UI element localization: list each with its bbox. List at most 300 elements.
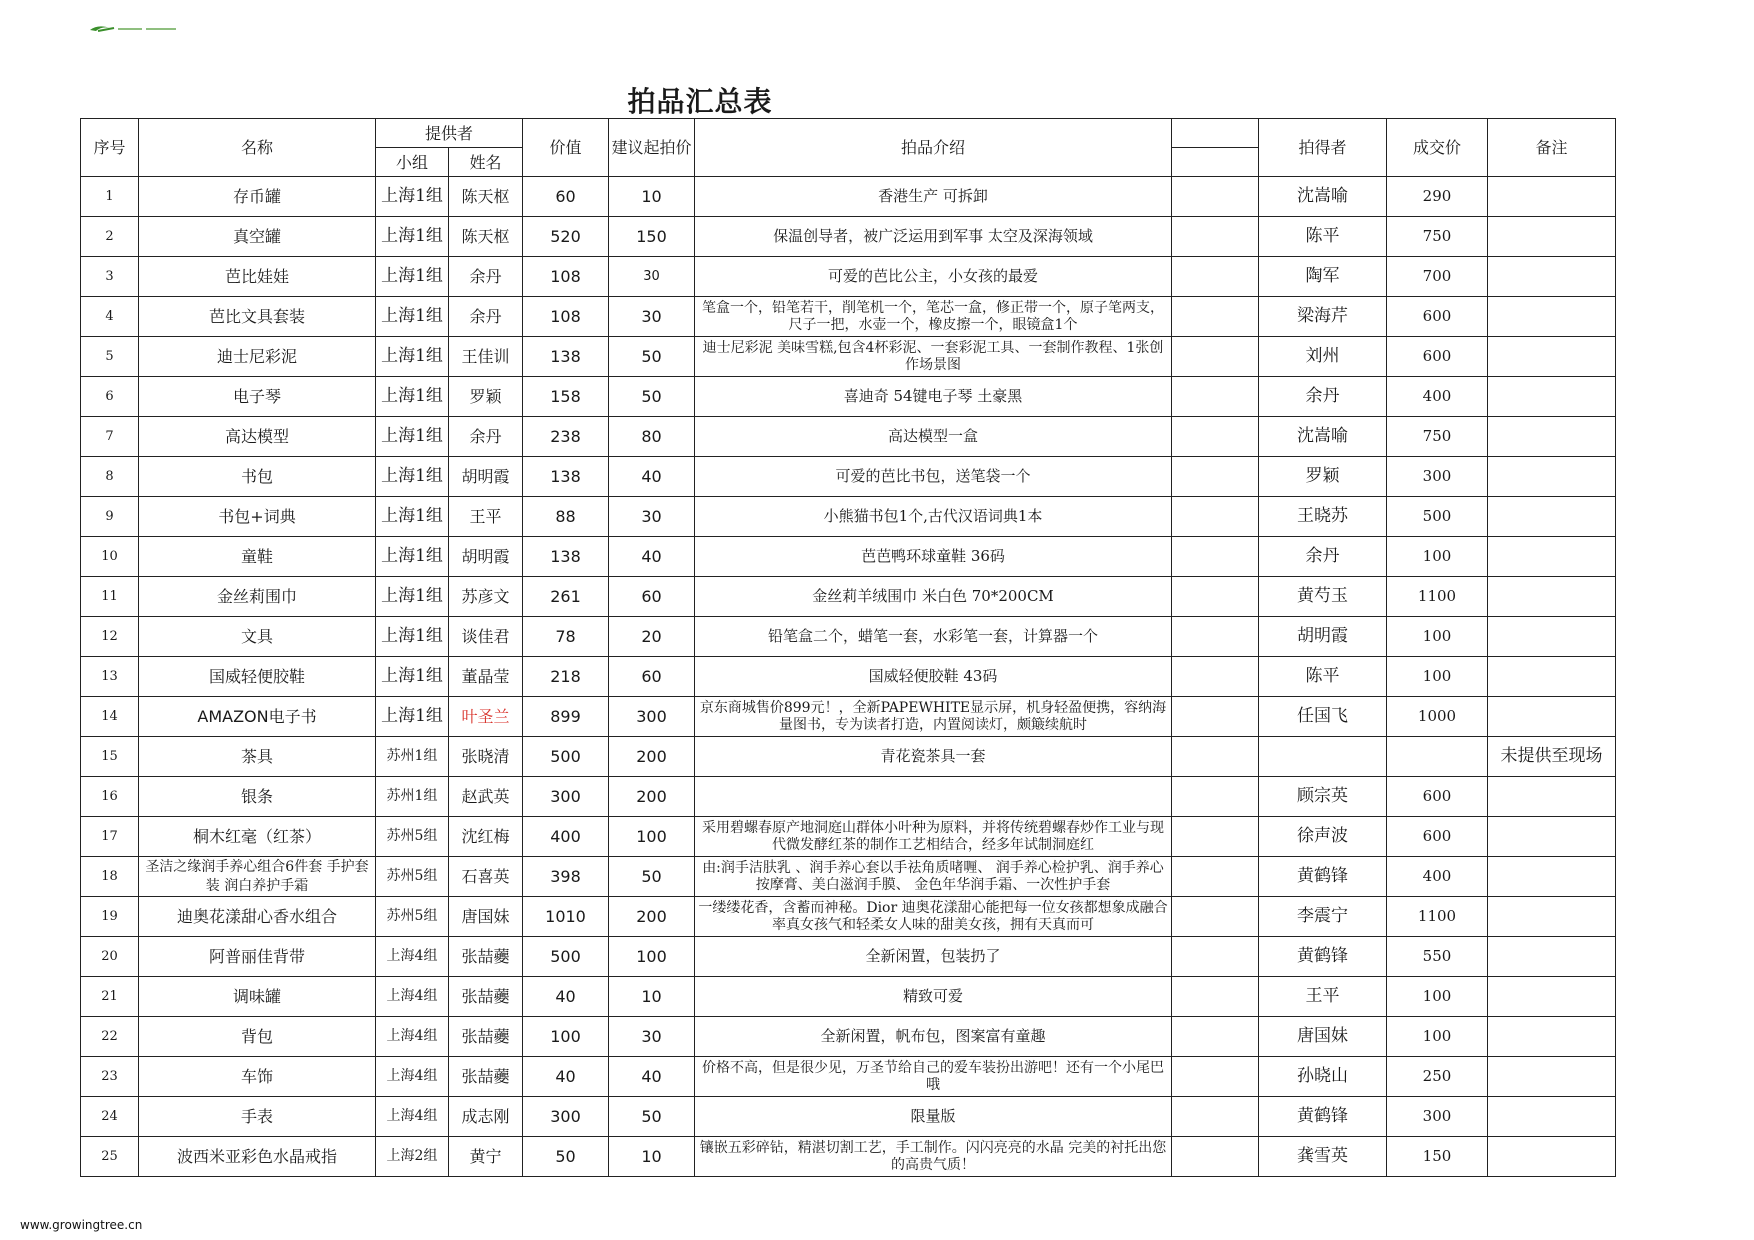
cell-intro: 笔盒一个，铅笔若干，削笔机一个，笔芯一盒，修正带一个，原子笔两支，尺子一把，水壶一个，橡皮擦一个，眼镜盒1个	[695, 297, 1172, 337]
cell-deal-price: 1000	[1387, 697, 1488, 737]
cell-name: 童鞋	[139, 537, 376, 577]
cell-person: 张喆虁	[449, 1057, 523, 1097]
cell-remark	[1488, 1057, 1616, 1097]
cell-blank	[1172, 1017, 1259, 1057]
cell-remark	[1488, 697, 1616, 737]
cell-group: 上海1组	[376, 537, 449, 577]
cell-intro: 迪士尼彩泥 美味雪糕,包含4杯彩泥、一套彩泥工具、一套制作教程、1张创作场景图	[695, 337, 1172, 377]
cell-group: 上海1组	[376, 297, 449, 337]
cell-intro: 精致可爱	[695, 977, 1172, 1017]
cell-no: 14	[81, 697, 139, 737]
cell-winner: 梁海芹	[1259, 297, 1387, 337]
cell-start-price: 50	[609, 857, 695, 897]
cell-start-price: 10	[609, 177, 695, 217]
cell-value: 78	[523, 617, 609, 657]
cell-intro: 喜迪奇 54键电子琴 土豪黑	[695, 377, 1172, 417]
col-header-blank-bottom	[1172, 148, 1259, 177]
table-row	[81, 337, 1616, 377]
cell-start-price: 60	[609, 577, 695, 617]
cell-intro: 可爱的芭比公主，小女孩的最爱	[695, 257, 1172, 297]
cell-blank	[1172, 937, 1259, 977]
col-header-no: 序号	[81, 119, 139, 177]
cell-group: 苏州5组	[376, 817, 449, 857]
cell-no: 3	[81, 257, 139, 297]
cell-blank	[1172, 537, 1259, 577]
cell-value: 158	[523, 377, 609, 417]
cell-start-price: 50	[609, 1097, 695, 1137]
cell-winner: 龚雪英	[1259, 1137, 1387, 1177]
cell-group: 苏州5组	[376, 857, 449, 897]
cell-person: 叶圣兰	[449, 697, 523, 737]
cell-value: 1010	[523, 897, 609, 937]
cell-deal-price: 500	[1387, 497, 1488, 537]
col-header-provider: 提供者	[376, 119, 523, 148]
cell-group: 上海1组	[376, 457, 449, 497]
cell-group: 上海4组	[376, 937, 449, 977]
cell-remark	[1488, 1097, 1616, 1137]
cell-remark	[1488, 1137, 1616, 1177]
table-row	[81, 897, 1616, 937]
cell-blank	[1172, 857, 1259, 897]
cell-winner: 胡明霞	[1259, 617, 1387, 657]
cell-start-price: 30	[609, 257, 695, 297]
cell-deal-price: 750	[1387, 417, 1488, 457]
cell-intro: 保温创导者，被广泛运用到军事 太空及深海领域	[695, 217, 1172, 257]
cell-deal-price: 300	[1387, 1097, 1488, 1137]
cell-no: 8	[81, 457, 139, 497]
cell-blank	[1172, 217, 1259, 257]
cell-name: AMAZON电子书	[139, 697, 376, 737]
cell-no: 13	[81, 657, 139, 697]
cell-winner: 余丹	[1259, 377, 1387, 417]
cell-start-price: 300	[609, 697, 695, 737]
col-header-start-price: 建议起拍价	[609, 119, 695, 177]
cell-person: 胡明霞	[449, 457, 523, 497]
cell-person: 罗颖	[449, 377, 523, 417]
cell-group: 苏州1组	[376, 737, 449, 777]
cell-value: 899	[523, 697, 609, 737]
cell-group: 上海1组	[376, 377, 449, 417]
cell-deal-price: 250	[1387, 1057, 1488, 1097]
col-header-group: 小组	[376, 148, 449, 177]
cell-group: 上海1组	[376, 257, 449, 297]
cell-no: 15	[81, 737, 139, 777]
cell-no: 2	[81, 217, 139, 257]
cell-no: 4	[81, 297, 139, 337]
cell-name: 文具	[139, 617, 376, 657]
cell-name: 银条	[139, 777, 376, 817]
cell-no: 24	[81, 1097, 139, 1137]
cell-name: 高达模型	[139, 417, 376, 457]
cell-value: 398	[523, 857, 609, 897]
cell-no: 10	[81, 537, 139, 577]
cell-name: 背包	[139, 1017, 376, 1057]
cell-value: 520	[523, 217, 609, 257]
cell-winner	[1259, 737, 1387, 777]
cell-blank	[1172, 977, 1259, 1017]
cell-deal-price: 100	[1387, 657, 1488, 697]
cell-group: 上海1组	[376, 497, 449, 537]
cell-value: 500	[523, 937, 609, 977]
table-row	[81, 577, 1616, 617]
cell-intro: 由:润手洁肤乳 、润手养心套以手祛角质啫喱、 润手养心检护乳、润手养心按摩膏、美白滋润手膜、 金色年华润手霜、一次性护手套	[695, 857, 1172, 897]
table-row	[81, 657, 1616, 697]
cell-remark	[1488, 217, 1616, 257]
cell-remark: 未提供至现场	[1488, 737, 1616, 777]
cell-winner: 李震宁	[1259, 897, 1387, 937]
cell-person: 王佳训	[449, 337, 523, 377]
cell-intro: 青花瓷茶具一套	[695, 737, 1172, 777]
cell-name: 调味罐	[139, 977, 376, 1017]
cell-winner: 顾宗英	[1259, 777, 1387, 817]
col-header-deal-price: 成交价	[1387, 119, 1488, 177]
cell-name: 手表	[139, 1097, 376, 1137]
cell-value: 40	[523, 1057, 609, 1097]
cell-name: 茶具	[139, 737, 376, 777]
cell-winner: 罗颖	[1259, 457, 1387, 497]
cell-remark	[1488, 1017, 1616, 1057]
cell-name: 圣洁之缘润手养心组合6件套 手护套装 润白养护手霜	[139, 857, 376, 897]
table-row	[81, 457, 1616, 497]
cell-person: 沈红梅	[449, 817, 523, 857]
col-header-winner: 拍得者	[1259, 119, 1387, 177]
cell-value: 88	[523, 497, 609, 537]
cell-winner: 陈平	[1259, 217, 1387, 257]
cell-person: 黄宁	[449, 1137, 523, 1177]
cell-group: 上海2组	[376, 1137, 449, 1177]
cell-winner: 孙晓山	[1259, 1057, 1387, 1097]
cell-winner: 沈嵩喻	[1259, 417, 1387, 457]
table-row	[81, 257, 1616, 297]
cell-name: 芭比文具套装	[139, 297, 376, 337]
cell-remark	[1488, 377, 1616, 417]
cell-deal-price: 100	[1387, 537, 1488, 577]
col-header-intro: 拍品介绍	[695, 119, 1172, 177]
cell-value: 138	[523, 337, 609, 377]
table-row	[81, 977, 1616, 1017]
cell-intro: 铅笔盒二个，蜡笔一套，水彩笔一套，计算器一个	[695, 617, 1172, 657]
cell-winner: 徐声波	[1259, 817, 1387, 857]
cell-blank	[1172, 377, 1259, 417]
table-row	[81, 297, 1616, 337]
cell-group: 上海1组	[376, 577, 449, 617]
table-row	[81, 857, 1616, 897]
table-row	[81, 417, 1616, 457]
cell-blank	[1172, 657, 1259, 697]
cell-remark	[1488, 937, 1616, 977]
cell-deal-price: 600	[1387, 297, 1488, 337]
cell-intro: 采用碧螺春原产地洞庭山群体小叶种为原料，并将传统碧螺春炒作工业与现代微发酵红茶的制作工艺相结合，经多年试制洞庭红	[695, 817, 1172, 857]
cell-blank	[1172, 337, 1259, 377]
cell-value: 261	[523, 577, 609, 617]
cell-group: 苏州5组	[376, 897, 449, 937]
cell-deal-price: 750	[1387, 217, 1488, 257]
cell-group: 上海1组	[376, 217, 449, 257]
cell-deal-price: 100	[1387, 977, 1488, 1017]
cell-deal-price: 400	[1387, 377, 1488, 417]
cell-person: 谈佳君	[449, 617, 523, 657]
cell-winner: 黄鹤锋	[1259, 1097, 1387, 1137]
table-row	[81, 177, 1616, 217]
col-header-name: 名称	[139, 119, 376, 177]
cell-winner: 王平	[1259, 977, 1387, 1017]
cell-name: 波西米亚彩色水晶戒指	[139, 1137, 376, 1177]
cell-person: 张喆虁	[449, 977, 523, 1017]
cell-value: 108	[523, 297, 609, 337]
cell-intro: 一缕缕花香，含蓄而神秘。Dior 迪奥花漾甜心能把每一位女孩都想象成融合率真女孩气和轻柔女人味的甜美女孩，拥有天真而可	[695, 897, 1172, 937]
cell-group: 上海1组	[376, 657, 449, 697]
cell-person: 余丹	[449, 297, 523, 337]
table-row	[81, 1097, 1616, 1137]
cell-start-price: 50	[609, 337, 695, 377]
cell-deal-price: 700	[1387, 257, 1488, 297]
cell-deal-price: 400	[1387, 857, 1488, 897]
cell-deal-price: 300	[1387, 457, 1488, 497]
cell-name: 阿普丽佳背带	[139, 937, 376, 977]
cell-no: 6	[81, 377, 139, 417]
cell-person: 张喆虁	[449, 1017, 523, 1057]
cell-no: 19	[81, 897, 139, 937]
cell-person: 张喆虁	[449, 937, 523, 977]
cell-blank	[1172, 697, 1259, 737]
cell-blank	[1172, 1137, 1259, 1177]
cell-person: 余丹	[449, 417, 523, 457]
cell-intro	[695, 777, 1172, 817]
cell-person: 赵武英	[449, 777, 523, 817]
cell-value: 100	[523, 1017, 609, 1057]
cell-remark	[1488, 657, 1616, 697]
cell-group: 上海1组	[376, 417, 449, 457]
cell-name: 书包	[139, 457, 376, 497]
cell-remark	[1488, 337, 1616, 377]
cell-name: 真空罐	[139, 217, 376, 257]
cell-remark	[1488, 497, 1616, 537]
cell-start-price: 30	[609, 497, 695, 537]
cell-start-price: 40	[609, 1057, 695, 1097]
cell-intro: 京东商城售价899元！，全新PAPEWHITE显示屏，机身轻盈便携，容纳海量图书，专为读者打造，内置阅读灯，颇簸续航时	[695, 697, 1172, 737]
cell-group: 上海1组	[376, 697, 449, 737]
table-row	[81, 497, 1616, 537]
cell-start-price: 40	[609, 457, 695, 497]
cell-value: 500	[523, 737, 609, 777]
cell-intro: 金丝莉羊绒围巾 米白色 70*200CM	[695, 577, 1172, 617]
cell-winner: 余丹	[1259, 537, 1387, 577]
cell-person: 唐国妹	[449, 897, 523, 937]
col-header-person: 姓名	[449, 148, 523, 177]
cell-start-price: 10	[609, 977, 695, 1017]
cell-name: 迪士尼彩泥	[139, 337, 376, 377]
cell-person: 陈天枢	[449, 217, 523, 257]
cell-intro: 香港生产 可拆卸	[695, 177, 1172, 217]
cell-winner: 唐国妹	[1259, 1017, 1387, 1057]
table-row	[81, 1057, 1616, 1097]
col-header-value: 价值	[523, 119, 609, 177]
cell-intro: 价格不高，但是很少见，万圣节给自己的爱车装扮出游吧！还有一个小尾巴哦	[695, 1057, 1172, 1097]
cell-group: 上海1组	[376, 337, 449, 377]
cell-deal-price: 100	[1387, 617, 1488, 657]
cell-no: 18	[81, 857, 139, 897]
cell-start-price: 80	[609, 417, 695, 457]
cell-blank	[1172, 297, 1259, 337]
growingtree-logo	[88, 22, 188, 36]
cell-blank	[1172, 497, 1259, 537]
cell-person: 董晶莹	[449, 657, 523, 697]
cell-deal-price: 550	[1387, 937, 1488, 977]
cell-start-price: 200	[609, 897, 695, 937]
cell-name: 存币罐	[139, 177, 376, 217]
cell-winner: 陈平	[1259, 657, 1387, 697]
cell-blank	[1172, 737, 1259, 777]
cell-deal-price: 290	[1387, 177, 1488, 217]
cell-name: 国威轻便胶鞋	[139, 657, 376, 697]
cell-intro: 全新闲置，包装扔了	[695, 937, 1172, 977]
table-row	[81, 217, 1616, 257]
cell-group: 上海1组	[376, 617, 449, 657]
cell-remark	[1488, 977, 1616, 1017]
table-row	[81, 737, 1616, 777]
cell-person: 余丹	[449, 257, 523, 297]
cell-blank	[1172, 457, 1259, 497]
table-row	[81, 377, 1616, 417]
cell-deal-price: 600	[1387, 337, 1488, 377]
cell-deal-price: 150	[1387, 1137, 1488, 1177]
cell-intro: 小熊猫书包1个,古代汉语词典1本	[695, 497, 1172, 537]
cell-no: 11	[81, 577, 139, 617]
cell-remark	[1488, 777, 1616, 817]
cell-start-price: 50	[609, 377, 695, 417]
cell-winner: 王晓苏	[1259, 497, 1387, 537]
cell-winner: 沈嵩喻	[1259, 177, 1387, 217]
cell-no: 21	[81, 977, 139, 1017]
cell-blank	[1172, 177, 1259, 217]
cell-value: 218	[523, 657, 609, 697]
cell-blank	[1172, 417, 1259, 457]
cell-remark	[1488, 417, 1616, 457]
cell-intro: 全新闲置，帆布包，图案富有童趣	[695, 1017, 1172, 1057]
cell-value: 300	[523, 777, 609, 817]
cell-remark	[1488, 817, 1616, 857]
cell-value: 40	[523, 977, 609, 1017]
col-header-remark: 备注	[1488, 119, 1616, 177]
cell-no: 25	[81, 1137, 139, 1177]
cell-blank	[1172, 1097, 1259, 1137]
cell-start-price: 10	[609, 1137, 695, 1177]
cell-start-price: 200	[609, 777, 695, 817]
table-row	[81, 617, 1616, 657]
cell-group: 上海4组	[376, 1057, 449, 1097]
cell-intro: 高达模型一盒	[695, 417, 1172, 457]
cell-intro: 国威轻便胶鞋 43码	[695, 657, 1172, 697]
auction-summary-table	[80, 118, 1616, 1177]
cell-remark	[1488, 857, 1616, 897]
cell-winner: 黄鹤锋	[1259, 857, 1387, 897]
cell-blank	[1172, 777, 1259, 817]
cell-winner: 黄鹤锋	[1259, 937, 1387, 977]
table-row	[81, 1137, 1616, 1177]
cell-group: 苏州1组	[376, 777, 449, 817]
cell-remark	[1488, 257, 1616, 297]
cell-deal-price: 1100	[1387, 577, 1488, 617]
cell-start-price: 30	[609, 1017, 695, 1057]
cell-intro: 芭芭鸭环球童鞋 36码	[695, 537, 1172, 577]
cell-group: 上海4组	[376, 1097, 449, 1137]
cell-winner: 黄芍玉	[1259, 577, 1387, 617]
table-row	[81, 697, 1616, 737]
cell-blank	[1172, 577, 1259, 617]
cell-value: 60	[523, 177, 609, 217]
cell-person: 王平	[449, 497, 523, 537]
cell-start-price: 30	[609, 297, 695, 337]
cell-remark	[1488, 897, 1616, 937]
cell-no: 16	[81, 777, 139, 817]
cell-person: 陈天枢	[449, 177, 523, 217]
table-row	[81, 1017, 1616, 1057]
cell-deal-price: 600	[1387, 777, 1488, 817]
table-row	[81, 777, 1616, 817]
cell-start-price: 60	[609, 657, 695, 697]
cell-start-price: 40	[609, 537, 695, 577]
cell-blank	[1172, 817, 1259, 857]
cell-winner: 任国飞	[1259, 697, 1387, 737]
cell-name: 书包+词典	[139, 497, 376, 537]
cell-start-price: 100	[609, 817, 695, 857]
cell-no: 7	[81, 417, 139, 457]
cell-deal-price	[1387, 737, 1488, 777]
cell-name: 芭比娃娃	[139, 257, 376, 297]
cell-winner: 陶军	[1259, 257, 1387, 297]
header-row-1	[81, 119, 1616, 148]
cell-value: 138	[523, 537, 609, 577]
cell-group: 上海4组	[376, 1017, 449, 1057]
cell-start-price: 100	[609, 937, 695, 977]
cell-value: 238	[523, 417, 609, 457]
cell-intro: 限量版	[695, 1097, 1172, 1137]
cell-start-price: 150	[609, 217, 695, 257]
cell-no: 17	[81, 817, 139, 857]
cell-intro: 可爱的芭比书包，送笔袋一个	[695, 457, 1172, 497]
footer-site: www.growingtree.cn	[20, 1218, 143, 1232]
cell-no: 9	[81, 497, 139, 537]
cell-no: 5	[81, 337, 139, 377]
cell-value: 108	[523, 257, 609, 297]
cell-person: 成志刚	[449, 1097, 523, 1137]
cell-group: 上海1组	[376, 177, 449, 217]
cell-deal-price: 1100	[1387, 897, 1488, 937]
cell-no: 23	[81, 1057, 139, 1097]
cell-person: 胡明霞	[449, 537, 523, 577]
cell-name: 桐木红毫（红茶）	[139, 817, 376, 857]
cell-no: 1	[81, 177, 139, 217]
cell-person: 张晓清	[449, 737, 523, 777]
cell-remark	[1488, 577, 1616, 617]
cell-remark	[1488, 297, 1616, 337]
cell-deal-price: 600	[1387, 817, 1488, 857]
cell-intro: 镶嵌五彩碎钻，精湛切割工艺，手工制作。闪闪亮亮的水晶 完美的衬托出您的高贵气质！	[695, 1137, 1172, 1177]
cell-person: 苏彦文	[449, 577, 523, 617]
cell-value: 50	[523, 1137, 609, 1177]
cell-value: 300	[523, 1097, 609, 1137]
cell-no: 20	[81, 937, 139, 977]
cell-blank	[1172, 617, 1259, 657]
cell-person: 石喜英	[449, 857, 523, 897]
table-row	[81, 937, 1616, 977]
cell-remark	[1488, 537, 1616, 577]
cell-blank	[1172, 1057, 1259, 1097]
cell-remark	[1488, 617, 1616, 657]
cell-name: 电子琴	[139, 377, 376, 417]
cell-remark	[1488, 177, 1616, 217]
cell-winner: 刘州	[1259, 337, 1387, 377]
